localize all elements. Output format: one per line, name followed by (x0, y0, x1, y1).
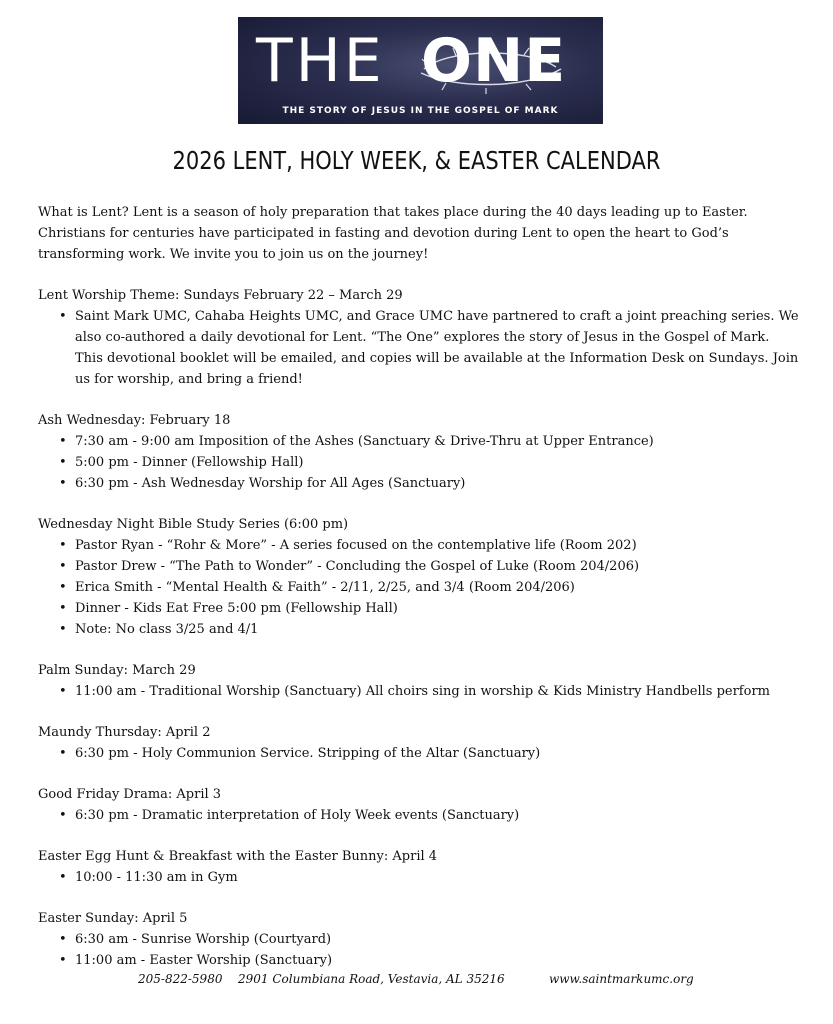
footer-address: 2901 Columbiana Road, Vestavia, AL 35216 (238, 972, 505, 986)
event-list (38, 681, 800, 702)
section-lent-theme (38, 285, 800, 390)
section-heading: Maundy Thursday: April 2 (38, 725, 211, 740)
banner-title-one: ONE (421, 26, 567, 96)
event-list (38, 535, 800, 640)
event-list (38, 929, 800, 971)
list-item: • Pastor Ryan - “Rohr & More” - A series focused on the contemplative life (Room 202) (75, 535, 800, 556)
section-maundy-thursday (38, 722, 800, 764)
section-heading: Easter Egg Hunt & Breakfast with the Easter Bunny: April 4 (38, 849, 438, 864)
list-item: • Note: No class 3/25 and 4/1 (75, 619, 800, 640)
list-item: • Pastor Drew - “The Path to Wonder” - Concluding the Gospel of Luke (Room 204/206) (75, 556, 800, 577)
section-heading: Easter Sunday: April 5 (38, 911, 188, 926)
page-title: 2026 LENT, HOLY WEEK, & EASTER CALENDAR (172, 146, 661, 175)
section-bible-study (38, 514, 800, 640)
banner-subtitle: THE STORY OF JESUS IN THE GOSPEL OF MARK (282, 106, 559, 116)
header-banner (238, 17, 603, 124)
section-heading: Lent Worship Theme: Sundays February 22 – March 29 (38, 288, 403, 303)
event-list (38, 805, 800, 826)
footer-phone: 205-822-5980 (138, 972, 223, 986)
list-item: • Saint Mark UMC, Cahaba Heights UMC, and Grace UMC have partnered to craft a joint preaching series. We also co-authored a daily devotional for Lent. “The One” explores the story of Jesus in the Gospel of Mark. This devotional booklet will be emailed, and copies will be available at the Information Desk on Sundays. Join us for worship, and bring a friend! (75, 306, 800, 390)
list-item: • Erica Smith - “Mental Health & Faith” - 2/11, 2/25, and 3/4 (Room 204/206) (75, 577, 800, 598)
event-list (38, 867, 800, 888)
list-item: • 6:30 pm - Ash Wednesday Worship for All Ages (Sanctuary) (75, 473, 800, 494)
event-list (38, 306, 800, 390)
list-item: • 6:30 pm - Dramatic interpretation of Holy Week events (Sanctuary) (75, 805, 800, 826)
event-list (38, 743, 800, 764)
list-item: • 6:30 am - Sunrise Worship (Courtyard) (75, 929, 800, 950)
list-item: • 11:00 am - Traditional Worship (Sanctuary) All choirs sing in worship & Kids Ministry Handbells perform (75, 681, 800, 702)
event-list (38, 431, 800, 494)
section-heading: Palm Sunday: March 29 (38, 663, 196, 678)
list-item: • 10:00 - 11:30 am in Gym (75, 867, 800, 888)
section-egg-hunt (38, 846, 800, 888)
intro-text: What is Lent? Lent is a season of holy preparation that takes place during the 40 days leading up to Easter. Christians for centuries have participated in fasting and devotion during Lent to open the heart to God’s transforming work. We invite you to join us on the journey! (38, 205, 748, 262)
section-heading: Wednesday Night Bible Study Series (6:00 pm) (38, 517, 349, 532)
section-good-friday (38, 784, 800, 826)
list-item: • Dinner - Kids Eat Free 5:00 pm (Fellowship Hall) (75, 598, 800, 619)
list-item: • 6:30 pm - Holy Communion Service. Stripping of the Altar (Sanctuary) (75, 743, 800, 764)
list-item: • 5:00 pm - Dinner (Fellowship Hall) (75, 452, 800, 473)
section-easter-sunday (38, 908, 800, 971)
section-heading: Ash Wednesday: February 18 (38, 413, 231, 428)
list-item: • 11:00 am - Easter Worship (Sanctuary) (75, 950, 800, 971)
section-palm-sunday (38, 660, 800, 702)
list-item: • 7:30 am - 9:00 am Imposition of the Ashes (Sanctuary & Drive-Thru at Upper Entrance) (75, 431, 800, 452)
footer-website[interactable]: www.saintmarkumc.org (549, 972, 694, 986)
calendar-content (38, 202, 800, 991)
banner-title-the: THE (256, 26, 385, 96)
intro-paragraph (38, 202, 800, 265)
section-ash-wednesday (38, 410, 800, 494)
section-heading: Good Friday Drama: April 3 (38, 787, 222, 802)
